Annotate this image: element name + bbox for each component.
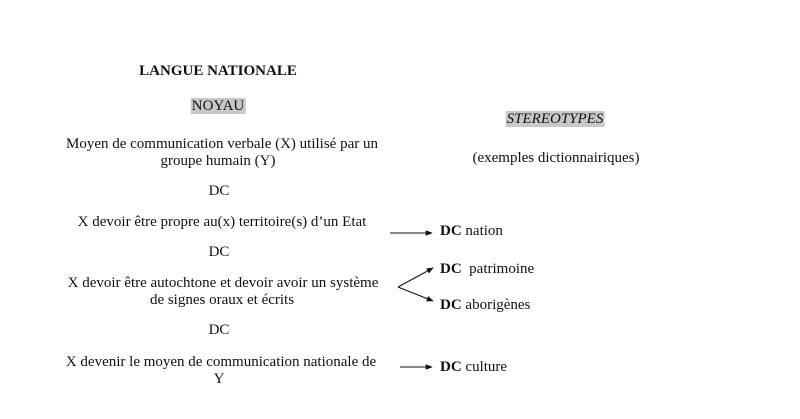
target-aborigenes-text: aborigènes xyxy=(461,297,531,313)
stereotypes-label: STEREOTYPES xyxy=(506,111,604,127)
noyau-label: NOYAU xyxy=(191,98,245,114)
step3-line2: Y xyxy=(213,371,225,387)
target-culture-text: culture xyxy=(461,359,508,375)
diagram-title: LANGUE NATIONALE xyxy=(139,63,297,79)
target-patrimoine-dc: DC xyxy=(440,261,462,277)
target-patrimoine-text: patrimoine xyxy=(461,261,535,277)
step2-line2: de signes oraux et écrits xyxy=(149,292,295,308)
target-aborigenes-dc: DC xyxy=(440,297,462,313)
core-definition-line1: Moyen de communication verbale (X) utilisé par un xyxy=(66,136,378,152)
target-nation-text: nation xyxy=(461,223,503,239)
arrow-to-aborigenes xyxy=(398,287,433,301)
target-culture-dc: DC xyxy=(440,359,462,375)
dc-label-2: DC xyxy=(208,244,230,260)
core-definition-line2: groupe humain (Y) xyxy=(160,153,276,169)
arrow-to-patrimoine xyxy=(398,268,433,287)
dc-label-3: DC xyxy=(208,322,230,338)
stereotypes-subtitle: (exemples dictionnairiques) xyxy=(472,150,640,166)
step2-line1: X devoir être autochtone et devoir avoir un système xyxy=(67,275,379,291)
dc-label-1: DC xyxy=(208,183,230,199)
step1-text: X devoir être propre au(x) territoire(s) d’un Etat xyxy=(77,214,367,230)
step3-line1: X devenir le moyen de communication nationale de xyxy=(65,354,377,370)
target-nation-dc: DC xyxy=(440,223,462,239)
